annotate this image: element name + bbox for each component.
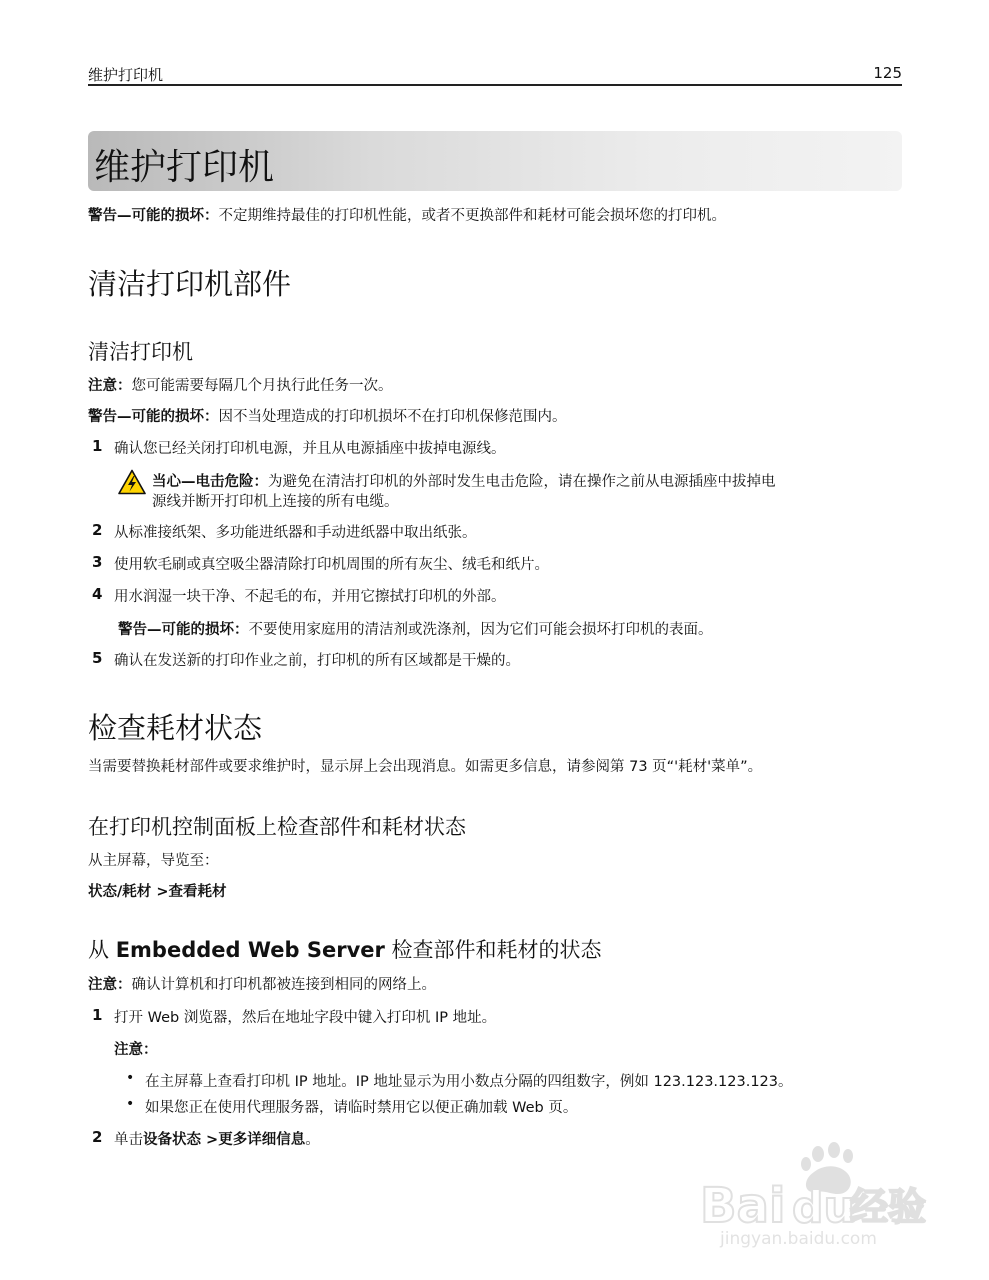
step4-warning [118, 618, 713, 639]
step-number: 3 [92, 553, 103, 571]
watermark-text: 经验 [850, 1185, 927, 1229]
control-panel-text: 从主屏幕，导览至： [88, 853, 219, 869]
bullet-dot: • [126, 1096, 135, 1112]
step-number: 2 [92, 521, 103, 539]
bullet-dot: • [126, 1070, 135, 1086]
caution-label: 当心—电击危险： [152, 474, 268, 490]
warning-label: 警告—可能的损坏： [88, 409, 219, 425]
bullet-text: 如果您正在使用代理服务器，请临时禁用它以便正确加载 Web 页。 [145, 1100, 578, 1116]
step-number: 4 [92, 585, 103, 603]
step-number: 5 [92, 649, 103, 667]
chapter-title: 维护打印机 [94, 147, 275, 188]
warning-label: 警告—可能的损坏： [88, 208, 219, 224]
step-text: 确认在发送新的打印作业之前，打印机的所有区域都是干燥的。 [114, 653, 520, 669]
clean-note [88, 374, 393, 395]
note-text: 您可能需要每隔几个月执行此任务一次。 [131, 378, 393, 394]
step2-suffix: 。 [305, 1132, 320, 1148]
watermark-url: jingyan.baidu.com [720, 1229, 877, 1249]
note-label: 注意： [88, 378, 132, 394]
caution-text: 为避免在清洁打印机的外部时发生电击危险，请在操作之前从电源插座中拔掉电 [268, 474, 776, 490]
clean-warning [88, 405, 567, 426]
step-number: 2 [92, 1128, 103, 1146]
ews-title-suffix: 检查部件和耗材的状态 [391, 938, 602, 962]
electric-shock-warning-icon [118, 469, 146, 495]
baidu-jingyan-watermark-logo [700, 1140, 935, 1250]
step-text: 从标准接纸架、多功能进纸器和手动进纸器中取出纸张。 [114, 525, 477, 541]
step-text [114, 1128, 320, 1149]
ews-note [88, 973, 436, 994]
section-title-clean-parts: 清洁打印机部件 [88, 267, 292, 301]
step-text: 确认您已经关闭打印机电源，并且从电源插座中拔掉电源线。 [114, 441, 506, 457]
warning-text: 因不当处理造成的打印机损坏不在打印机保修范围内。 [218, 409, 567, 425]
note-text: 确认计算机和打印机都被连接到相同的网络上。 [131, 977, 436, 993]
page-number: 125 [873, 64, 902, 82]
bullet-text: 在主屏幕上查看打印机 IP 地址。IP 地址显示为用小数点分隔的四组数字，例如 123.123.123.123。 [145, 1074, 793, 1090]
subsection-title-ews [88, 934, 602, 964]
note-label: 注意： [88, 977, 132, 993]
step-number: 1 [92, 1006, 103, 1024]
subsection-title-clean-printer: 清洁打印机 [88, 340, 193, 364]
subsection-title-control-panel: 在打印机控制面板上检查部件和耗材状态 [88, 815, 466, 839]
step2-bold: 设备状态 >更多详细信息 [143, 1132, 306, 1148]
notes-label: 注意： [114, 1042, 158, 1058]
step2-prefix: 单击 [114, 1132, 143, 1148]
check-supplies-intro: 当需要替换耗材部件或要求维护时，显示屏上会出现消息。如需更多信息，请参阅第 73 页“'耗材'菜单”。 [88, 759, 763, 775]
watermark-brand-2: du [792, 1182, 855, 1233]
caution-line-2: 源线并断开打印机上连接的所有电缆。 [152, 494, 399, 510]
ews-title-bold: Embedded Web Server [115, 938, 385, 962]
section-title-check-supplies: 检查耗材状态 [88, 711, 263, 745]
step-text: 打开 Web 浏览器，然后在地址字段中键入打印机 IP 地址。 [114, 1010, 497, 1026]
intro-warning [88, 204, 726, 225]
ews-title-prefix: 从 [88, 938, 109, 962]
step-text: 使用软毛刷或真空吸尘器清除打印机周围的所有灰尘、绒毛和纸片。 [114, 557, 549, 573]
header-rule [88, 84, 902, 86]
warning-text: 不要使用家庭用的清洁剂或洗涤剂，因为它们可能会损坏打印机的表面。 [248, 622, 713, 638]
navigation-path: 状态/耗材 >查看耗材 [88, 884, 227, 900]
warning-text: 不定期维持最佳的打印机性能，或者不更换部件和耗材可能会损坏您的打印机。 [218, 208, 726, 224]
watermark-brand: Bai [700, 1178, 786, 1234]
step-text: 用水润湿一块干净、不起毛的布，并用它擦拭打印机的外部。 [114, 589, 506, 605]
running-header: 维护打印机 [88, 66, 164, 84]
warning-label: 警告—可能的损坏： [118, 622, 249, 638]
caution-line-1 [152, 470, 776, 491]
step-number: 1 [92, 437, 103, 455]
